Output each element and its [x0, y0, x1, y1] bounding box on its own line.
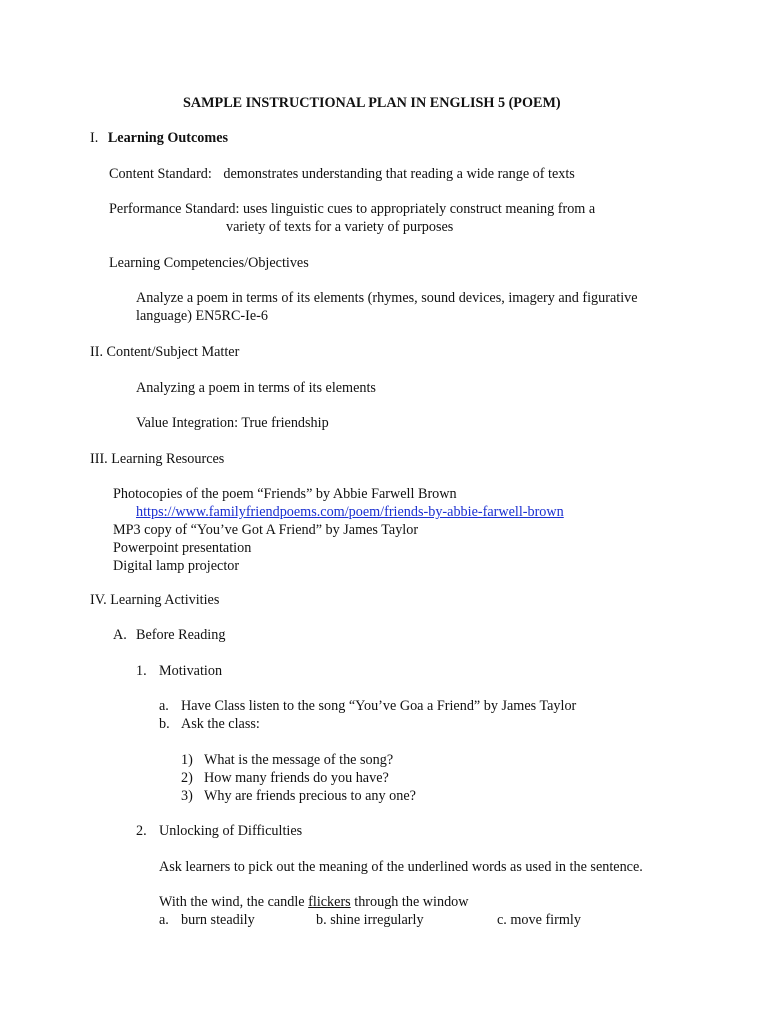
objective-line-2: language) EN5RC-Ie-6	[136, 308, 268, 324]
unlocking-label: Unlocking of Difficulties	[159, 823, 303, 839]
question-1: What is the message of the song?	[204, 752, 394, 768]
sentence-post: through the window	[350, 894, 469, 910]
resource-item-3: Powerpoint presentation	[113, 540, 252, 556]
choice-a: burn steadily	[181, 912, 255, 928]
choice-b: b. shine irregularly	[316, 912, 424, 928]
unlocking-instruction: Ask learners to pick out the meaning of the underlined words as used in the sentence.	[159, 859, 643, 875]
choice-c: c. move firmly	[497, 912, 581, 928]
performance-standard-text-1: uses linguistic cues to appropriately construct meaning from a	[242, 201, 596, 217]
competencies-label: Learning Competencies/Objectives	[109, 255, 309, 271]
resource-item-1: Photocopies of the poem “Friends” by Abbie Farwell Brown	[113, 486, 457, 502]
content-item-1: Analyzing a poem in terms of its elements	[136, 380, 376, 396]
section-1-number: I.	[90, 130, 99, 146]
content-item-2: Value Integration: True friendship	[136, 415, 329, 431]
motivation-b-marker: b.	[159, 716, 170, 732]
motivation-label: Motivation	[159, 663, 223, 679]
performance-standard-label: Performance Standard:	[109, 201, 240, 217]
activity-a-marker: A.	[113, 627, 127, 643]
objective-line-1: Analyze a poem in terms of its elements (rhymes, sound devices, imagery and figurative	[136, 290, 638, 306]
activity-a-label: Before Reading	[136, 627, 226, 643]
resource-item-2: MP3 copy of “You’ve Got A Friend” by James Taylor	[113, 522, 419, 538]
content-standard	[109, 165, 575, 183]
question-3-marker: 3)	[181, 788, 193, 804]
performance-standard-text-2: variety of texts for a variety of purposes	[226, 219, 454, 235]
content-standard-text: demonstrates understanding that reading a wide range of texts	[223, 166, 575, 182]
choice-a-marker: a.	[159, 912, 169, 928]
question-2-marker: 2)	[181, 770, 193, 786]
section-3-heading: III. Learning Resources	[90, 451, 225, 467]
question-1-marker: 1)	[181, 752, 193, 768]
section-1-heading	[90, 129, 228, 147]
question-2: How many friends do you have?	[204, 770, 389, 786]
motivation-marker: 1.	[136, 663, 147, 679]
content-standard-label: Content Standard:	[109, 166, 212, 182]
document-title: SAMPLE INSTRUCTIONAL PLAN IN ENGLISH 5 (POEM)	[183, 95, 561, 111]
unlocking-marker: 2.	[136, 823, 147, 839]
question-3: Why are friends precious to any one?	[204, 788, 416, 804]
section-4-heading: IV. Learning Activities	[90, 592, 220, 608]
resource-link[interactable]: https://www.familyfriendpoems.com/poem/friends-by-abbie-farwell-brown	[136, 504, 564, 520]
section-1-title: Learning Outcomes	[107, 130, 229, 146]
motivation-a-text: Have Class listen to the song “You’ve Goa a Friend” by James Taylor	[181, 698, 577, 714]
motivation-a-marker: a.	[159, 698, 169, 714]
sentence-pre: With the wind, the candle	[159, 894, 309, 910]
performance-standard	[109, 200, 595, 218]
sentence-underlined-word: flickers	[308, 894, 351, 910]
section-2-heading: II. Content/Subject Matter	[90, 344, 240, 360]
resource-item-4: Digital lamp projector	[113, 558, 240, 574]
example-sentence	[159, 893, 469, 911]
motivation-b-text: Ask the class:	[181, 716, 260, 732]
